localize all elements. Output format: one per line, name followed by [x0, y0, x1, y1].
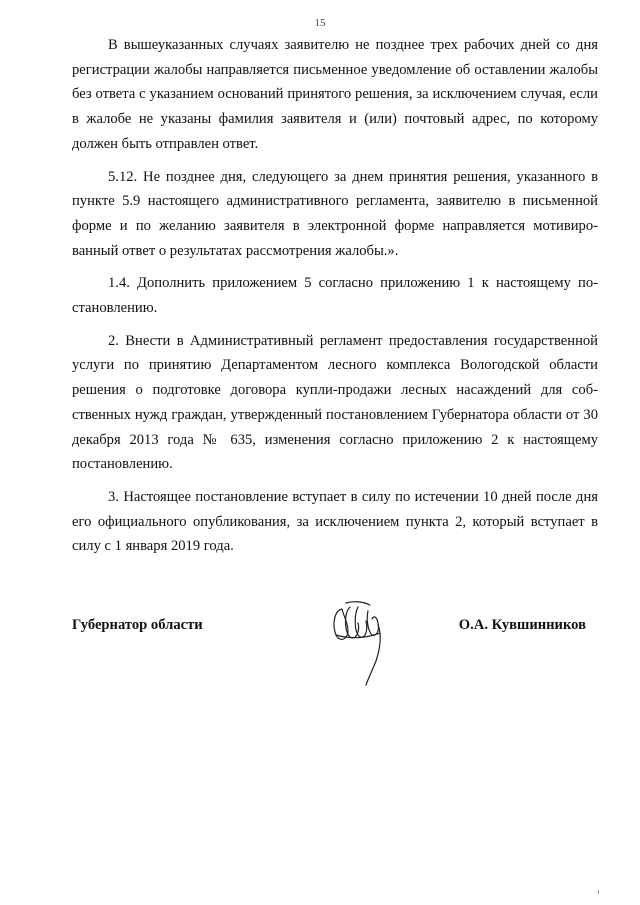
signatory-title: Губернатор области	[72, 617, 203, 633]
signature-block	[72, 595, 598, 695]
scan-mark	[598, 890, 599, 894]
handwritten-signature	[330, 595, 392, 687]
signatory-name: О.А. Кувшинников	[458, 617, 586, 633]
page-number: 15	[314, 17, 326, 29]
paragraph-1-4: 1.4. Дополнить приложением 5 согласно приложению 1 к настоящему постановлению.	[72, 275, 598, 317]
paragraph-3: 3. Настоящее постановление вступает в силу по истечении 10 дней после дня его официального опубликования, за исключением пункта 2, который вступает в силу с 1 января 2019 года.	[72, 488, 598, 555]
paragraph-2: 2. Внести в Административный регламент предоставления государственной услуги по принятию Департаментом лесного комплекса Вологодской области решения о подготовке договора купли-продажи лесных насаждений для собственных нужд граждан, утвержденный постановлением Губернатора области от 30 декабря 2013 года № 635, изменения согласно приложению 2 к настоящему постановлению.	[72, 332, 598, 473]
paragraph-complaint-notice: В вышеуказанных случаях заявителю не позднее трех рабочих дней со дня регистрации жалобы направляется письменное уведомление об оставлении жалобы без ответа с указанием оснований принятого решения, за исключением случая, если в жалобе не указаны фамилия заявителя и (или) почтовый адрес, по которому должен быть отправлен ответ.	[72, 37, 598, 152]
document-body	[72, 33, 598, 567]
paragraph-5-12: 5.12. Не позднее дня, следующего за днем принятия решения, указанного в пункте 5.9 настоящего административного регламента, заявителю в письменной форме и по желанию заявителя в электронной форме направляется мотивированный ответ о результатах рассмотрения жалобы.».	[72, 168, 598, 259]
